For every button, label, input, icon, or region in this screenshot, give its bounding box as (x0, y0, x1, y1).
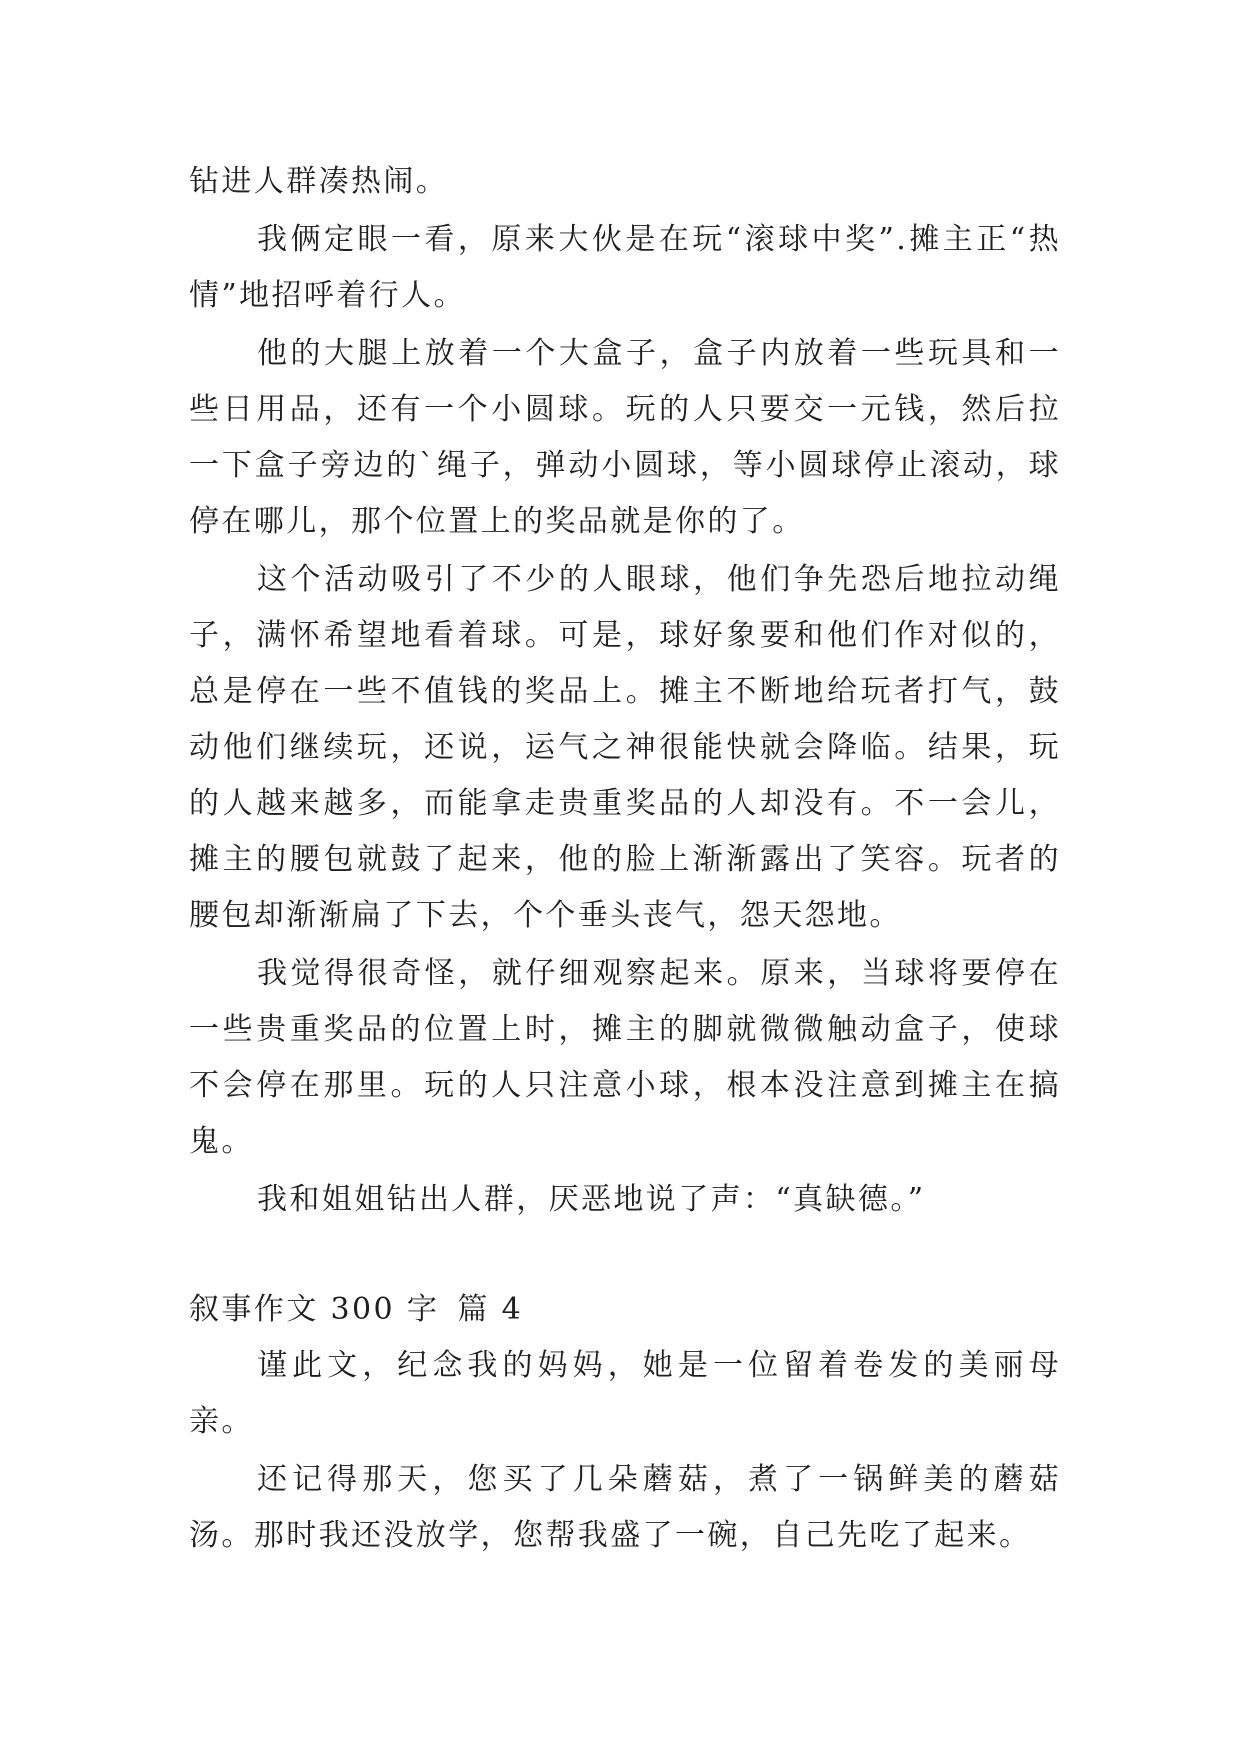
section-number: 篇 4 (457, 1292, 524, 1327)
paragraph: 谨此文，纪念我的妈妈，她是一位留着卷发的美丽母亲。 (189, 1348, 1061, 1439)
paragraph: 他的大腿上放着一个大盒子，盒子内放着一些玩具和一些日用品，还有一个小圆球。玩的人只要交一元钱，然后拉一下盒子旁边的`绳子，弹动小圆球，等小圆球停止滚动，球停在哪儿，那个位置上的奖品就是你的了。 (189, 336, 1061, 539)
document-body (189, 154, 1061, 1566)
paragraph: 我俩定眼一看，原来大伙是在玩“滚球中奖”.摊主正“热情”地招呼着行人。 (189, 222, 1061, 313)
section-heading (189, 1282, 1061, 1338)
paragraph-continuation: 钻进人群凑热闹。 (189, 164, 449, 199)
section-title: 叙事作文 300 字 (189, 1292, 440, 1327)
paragraph: 这个活动吸引了不少的人眼球，他们争先恐后地拉动绳子，满怀希望地看着球。可是，球好象要和他们作对似的，总是停在一些不值钱的奖品上。摊主不断地给玩者打气，鼓动他们继续玩，还说，运气之神很能快就会降临。结果，玩的人越来越多，而能拿走贵重奖品的人却没有。不一会儿，摊主的腰包就鼓了起来，他的脸上渐渐露出了笑容。玩者的腰包却渐渐扁了下去，个个垂头丧气，怨天怨地。 (189, 562, 1061, 933)
paragraph: 我觉得很奇怪，就仔细观察起来。原来，当球将要停在一些贵重奖品的位置上时，摊主的脚就微微触动盒子，使球不会停在那里。玩的人只注意小球，根本没注意到摊主在搞鬼。 (189, 956, 1061, 1159)
paragraph: 我和姐姐钻出人群，厌恶地说了声：“真缺德。” (257, 1182, 926, 1217)
paragraph: 还记得那天，您买了几朵蘑菇，煮了一锅鲜美的蘑菇汤。那时我还没放学，您帮我盛了一碗，自己先吃了起来。 (189, 1462, 1061, 1553)
